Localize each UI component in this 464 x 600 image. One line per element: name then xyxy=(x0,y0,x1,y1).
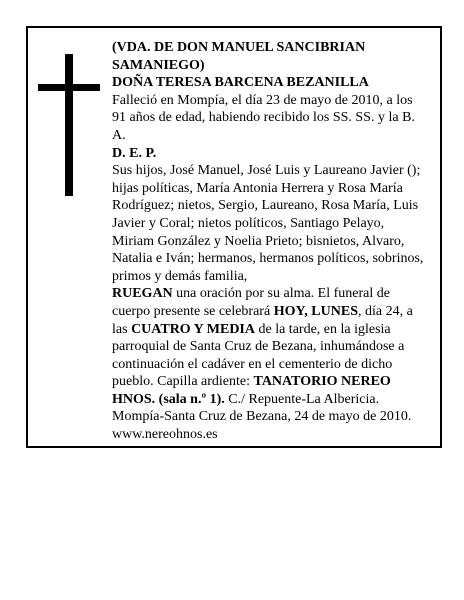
place-and-date: Mompía-Santa Cruz de Bezana, 24 de mayo de 2010. xyxy=(112,409,412,425)
request-verb: RUEGAN xyxy=(112,286,173,302)
obituary-text xyxy=(112,39,424,444)
rest-in-peace: D. E. P. xyxy=(112,145,157,161)
funeral-day: HOY, LUNES xyxy=(273,303,358,319)
cross-icon xyxy=(38,54,100,196)
request-text-2: , día 24, a las xyxy=(112,303,413,337)
cross-horizontal-bar xyxy=(38,84,100,91)
deceased-name: DOÑA TERESA BARCENA BEZANILLA xyxy=(112,75,369,91)
widow-line: (VDA. DE DON MANUEL SANCIBRIAN SAMANIEGO) xyxy=(112,40,366,73)
family-list: Sus hijos, José Manuel, José Luis y Laureano Javier (); hijas políticas, María Antonia Herrera y Rosa María Rodríguez; nietos, Sergio, Laureano, Rosa María, Luis Javier y Coral; nietos políticos, Santiago Pelayo, Miriam González y Noelia Prieto; bisnietos, Alvaro, Natalia e Iván; hermanos, hermanos políticos, sobrinos, primos y demás familia, xyxy=(112,163,424,284)
funeral-time: CUATRO Y MEDIA xyxy=(131,321,255,337)
funeral-home: TANATORIO NEREO HNOS. (sala n.º 1). xyxy=(112,374,391,407)
website-link[interactable]: www.nereohnos.es xyxy=(112,427,218,443)
cross-vertical-bar xyxy=(65,54,73,196)
request-text-4: C./ Repuente-La Albericia. xyxy=(224,391,380,407)
request-text-1: una oración por su alma. El funeral de cuerpo presente se celebrará xyxy=(112,286,390,319)
request-text-3: de la tarde, en la iglesia parroquial de Santa Cruz de Bezana, inhumándose a continuación el cadáver en el cementerio de dicho pueblo. Capilla ardiente: xyxy=(112,321,405,390)
funeral-request xyxy=(112,285,424,408)
death-details: Falleció en Mompía, el día 23 de mayo de 2010, a los 91 años de edad, habiendo recibido los SS. SS. y la B. A. xyxy=(112,92,415,143)
